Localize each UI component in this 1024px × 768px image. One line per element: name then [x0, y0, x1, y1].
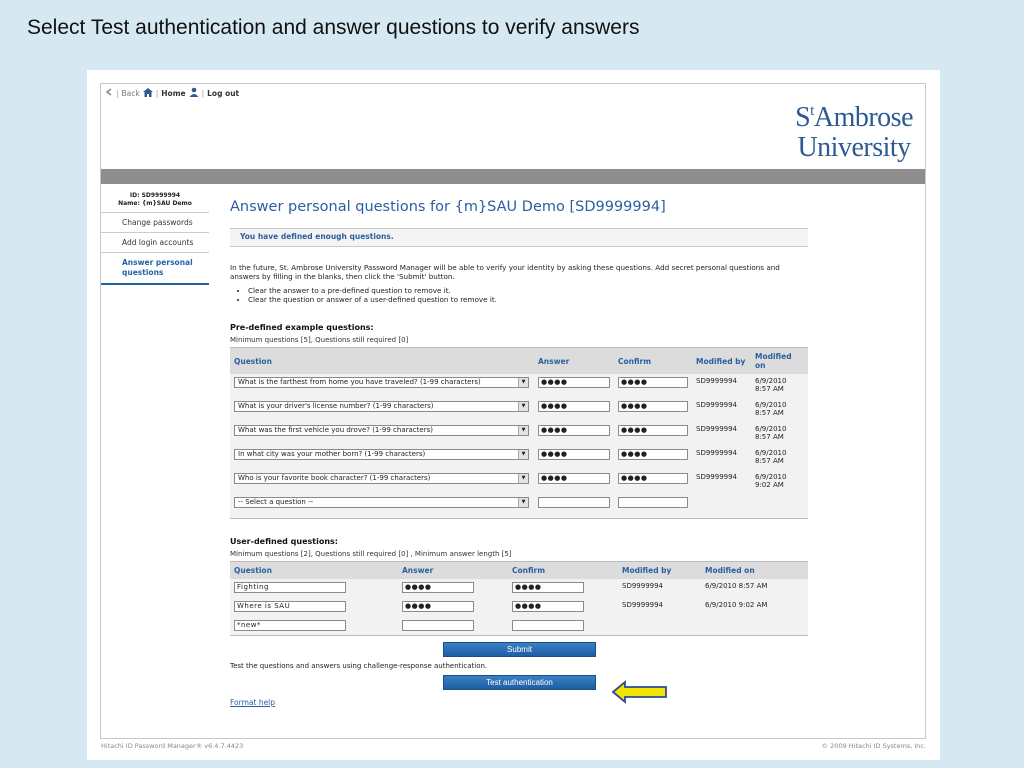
separator: |	[155, 88, 159, 98]
confirm-cell	[614, 374, 692, 398]
modified-on-cell	[751, 446, 808, 470]
confirm-field[interactable]: ●●●●	[618, 425, 688, 436]
modified-on-cell	[751, 374, 808, 398]
answer-cell	[398, 579, 508, 598]
modified-on-cell	[751, 398, 808, 422]
answer-field[interactable]: ●●●●	[538, 473, 610, 484]
column-header-question: Question	[230, 348, 534, 375]
answer-cell	[534, 398, 614, 422]
chevron-down-icon: ▼	[518, 450, 528, 459]
question-cell	[230, 617, 398, 636]
confirm-cell	[614, 446, 692, 470]
chevron-down-icon: ▼	[518, 474, 528, 483]
confirm-cell	[508, 579, 618, 598]
confirm-cell	[614, 422, 692, 446]
question-select[interactable]	[234, 377, 529, 388]
predefined-section-title: Pre-defined example questions:	[230, 323, 374, 332]
answer-field[interactable]: ●●●●	[402, 582, 474, 593]
format-help-link[interactable]: Format help	[230, 698, 276, 707]
back-label: Back	[121, 88, 140, 98]
instruction-item: • Clear the answer to a pre-defined question to remove it.	[248, 286, 808, 295]
back-arrow-icon	[105, 88, 113, 98]
modified-time: 8:57 AM	[755, 457, 784, 465]
intro-text: In the future, St. Ambrose University Password Manager will be able to verify your identity by asking these questions. Add secret personal questions and answers by filling in the blanks, then click the 'Submit' button.	[230, 263, 780, 281]
confirm-cell	[614, 470, 692, 494]
separator: |	[201, 88, 205, 98]
instruction-list	[248, 286, 808, 304]
modified-date: 6/9/2010	[755, 449, 787, 457]
modified-by-cell: SD9999994	[696, 449, 738, 457]
column-header-answer: Answer	[534, 348, 614, 375]
question-cell	[230, 598, 398, 617]
question-select-value: In what city was your mother born? (1-99 characters)	[238, 450, 426, 458]
table-row	[230, 470, 808, 494]
modified-date: 6/9/2010	[755, 473, 787, 481]
modified-by-cell: SD9999994	[622, 600, 664, 609]
top-navigation	[105, 87, 239, 99]
logo-line2: University	[797, 132, 911, 163]
sidebar-item-add-login-accounts[interactable]: Add login accounts	[101, 233, 209, 253]
question-select-value: What was the first vehicle you drove? (1-99 characters)	[238, 426, 433, 434]
test-authentication-button[interactable]: Test authentication	[443, 675, 596, 690]
modified-time: 8:57 AM	[755, 409, 784, 417]
answer-cell	[534, 422, 614, 446]
question-cell	[230, 494, 534, 518]
sidebar	[101, 189, 209, 285]
modified-time: 9:02 AM	[755, 481, 784, 489]
question-select[interactable]	[234, 473, 529, 484]
modified-on-cell	[751, 494, 808, 518]
question-select-value: -- Select a question --	[238, 498, 314, 506]
question-select[interactable]	[234, 401, 529, 412]
modified-on-cell	[701, 617, 808, 636]
question-select[interactable]	[234, 425, 529, 436]
table-row	[230, 617, 808, 636]
column-header-answer: Answer	[398, 561, 508, 579]
modified-on-cell: 6/9/2010 9:02 AM	[705, 600, 768, 609]
column-header-confirm: Confirm	[508, 561, 618, 579]
back-link[interactable]	[105, 88, 140, 98]
test-description: Test the questions and answers using challenge-response authentication.	[230, 662, 488, 670]
question-field[interactable]: Fighting	[234, 582, 346, 593]
answer-field[interactable]: ●●●●	[402, 601, 474, 612]
question-select-value: What is your driver's license number? (1-99 characters)	[238, 402, 434, 410]
answer-field[interactable]: ●●●●	[538, 377, 610, 388]
answer-field[interactable]: ●●●●	[538, 449, 610, 460]
chevron-down-icon: ▼	[518, 498, 528, 507]
table-row	[230, 422, 808, 446]
question-cell	[230, 579, 398, 598]
modified-by-cell: SD9999994	[696, 473, 738, 481]
confirm-field[interactable]: ●●●●	[512, 601, 584, 612]
logout-link[interactable]	[189, 87, 240, 99]
question-select-value: What is the farthest from home you have traveled? (1-99 characters)	[238, 378, 481, 386]
confirm-field[interactable]: ●●●●	[618, 473, 688, 484]
chevron-down-icon: ▼	[518, 378, 528, 387]
answer-field[interactable]: ●●●●	[538, 401, 610, 412]
header-divider-bar	[101, 169, 925, 184]
sidebar-item-change-passwords[interactable]: Change passwords	[101, 213, 209, 233]
slide-title: Select Test authentication and answer questions to verify answers	[27, 16, 640, 39]
user-id: ID: SD9999994	[129, 192, 181, 199]
confirm-cell	[508, 617, 618, 636]
home-label: Home	[161, 88, 186, 98]
modified-by-cell	[692, 494, 751, 518]
answer-cell	[398, 598, 508, 617]
user-name: Name: {m}SAU Demo	[118, 200, 192, 207]
screenshot-frame	[87, 70, 940, 760]
question-cell	[230, 446, 534, 470]
answer-field[interactable]	[538, 497, 610, 508]
instruction-item: • Clear the question or answer of a user-defined question to remove it.	[248, 295, 808, 304]
column-header-confirm: Confirm	[614, 348, 692, 375]
confirm-field[interactable]: ●●●●	[618, 377, 688, 388]
confirm-cell	[508, 598, 618, 617]
table-row	[230, 374, 808, 398]
column-header-question: Question	[230, 561, 398, 579]
table-row	[230, 446, 808, 470]
home-link[interactable]	[143, 88, 186, 99]
predefined-section-subtitle: Minimum questions [5], Questions still required [0]	[230, 336, 409, 344]
chevron-down-icon: ▼	[518, 402, 528, 411]
answer-field[interactable]	[402, 620, 474, 631]
logout-label: Log out	[207, 88, 240, 98]
confirm-field[interactable]: ●●●●	[618, 449, 688, 460]
question-cell	[230, 398, 534, 422]
logo-line1: $S^tAmbrose$	[795, 102, 913, 133]
modified-date: 6/9/2010	[755, 401, 787, 409]
answer-cell	[534, 470, 614, 494]
question-cell	[230, 422, 534, 446]
main-content	[230, 199, 808, 707]
column-header-modified-by: Modified by	[618, 561, 701, 579]
user-icon	[189, 87, 199, 99]
table-row	[230, 579, 808, 598]
confirm-cell	[614, 494, 692, 518]
answer-cell	[534, 374, 614, 398]
userdefined-section-subtitle: Minimum questions [2], Questions still required [0] , Minimum answer length [5]	[230, 549, 512, 558]
submit-button[interactable]: Submit	[443, 642, 596, 657]
confirm-field[interactable]: ●●●●	[512, 582, 584, 593]
question-cell	[230, 470, 534, 494]
separator: |	[116, 88, 119, 98]
university-logo	[795, 96, 913, 163]
question-select-value: Who is your favorite book character? (1-99 characters)	[238, 474, 431, 482]
modified-by-cell: SD9999994	[622, 581, 664, 590]
column-header-modified-on: Modified on	[751, 348, 808, 375]
status-notice: You have defined enough questions.	[230, 228, 808, 247]
answer-cell	[534, 494, 614, 518]
answer-cell	[398, 617, 508, 636]
table-row	[230, 398, 808, 422]
modified-time: 8:57 AM	[755, 433, 784, 441]
question-cell	[230, 374, 534, 398]
app-window	[100, 83, 926, 739]
table-row	[230, 598, 808, 617]
userdefined-section-title: User-defined questions:	[230, 536, 338, 546]
modified-by-cell: SD9999994	[696, 401, 738, 409]
modified-by-cell	[618, 617, 701, 636]
confirm-field[interactable]	[512, 620, 584, 631]
confirm-field[interactable]: ●●●●	[618, 401, 688, 412]
table-header-row	[230, 348, 808, 375]
answer-field[interactable]: ●●●●	[538, 425, 610, 436]
confirm-field[interactable]	[618, 497, 688, 508]
page-title: Answer personal questions for {m}SAU Demo [SD9999994]	[230, 199, 666, 215]
modified-on-cell	[751, 422, 808, 446]
footer-copyright: © 2009 Hitachi ID Systems, Inc.	[821, 742, 926, 750]
modified-time: 8:57 AM	[755, 385, 784, 393]
table-header-row	[230, 561, 808, 579]
column-header-modified-on: Modified on	[701, 561, 808, 579]
question-field[interactable]: *new*	[234, 620, 346, 631]
table-row	[230, 494, 808, 518]
home-icon	[143, 88, 153, 99]
yellow-arrow-indicator-icon	[612, 680, 668, 708]
modified-by-cell: SD9999994	[696, 425, 738, 433]
question-select[interactable]	[234, 497, 529, 508]
modified-on-cell	[751, 470, 808, 494]
user-identity	[101, 189, 209, 213]
answer-cell	[534, 446, 614, 470]
sidebar-item-answer-personal-questions[interactable]: Answer personal questions	[101, 253, 209, 285]
question-select[interactable]	[234, 449, 529, 460]
footer-version: Hitachi ID Password Manager® v6.4.7.4423	[101, 742, 244, 750]
userdefined-questions-table	[230, 561, 808, 637]
modified-date: 6/9/2010	[755, 377, 787, 385]
modified-on-cell: 6/9/2010 8:57 AM	[705, 581, 768, 590]
modified-date: 6/9/2010	[755, 425, 787, 433]
modified-by-cell: SD9999994	[696, 377, 738, 385]
question-field[interactable]: Where is SAU	[234, 601, 346, 612]
confirm-cell	[614, 398, 692, 422]
predefined-questions-table	[230, 347, 808, 519]
chevron-down-icon: ▼	[518, 426, 528, 435]
column-header-modified-by: Modified by	[692, 348, 751, 375]
